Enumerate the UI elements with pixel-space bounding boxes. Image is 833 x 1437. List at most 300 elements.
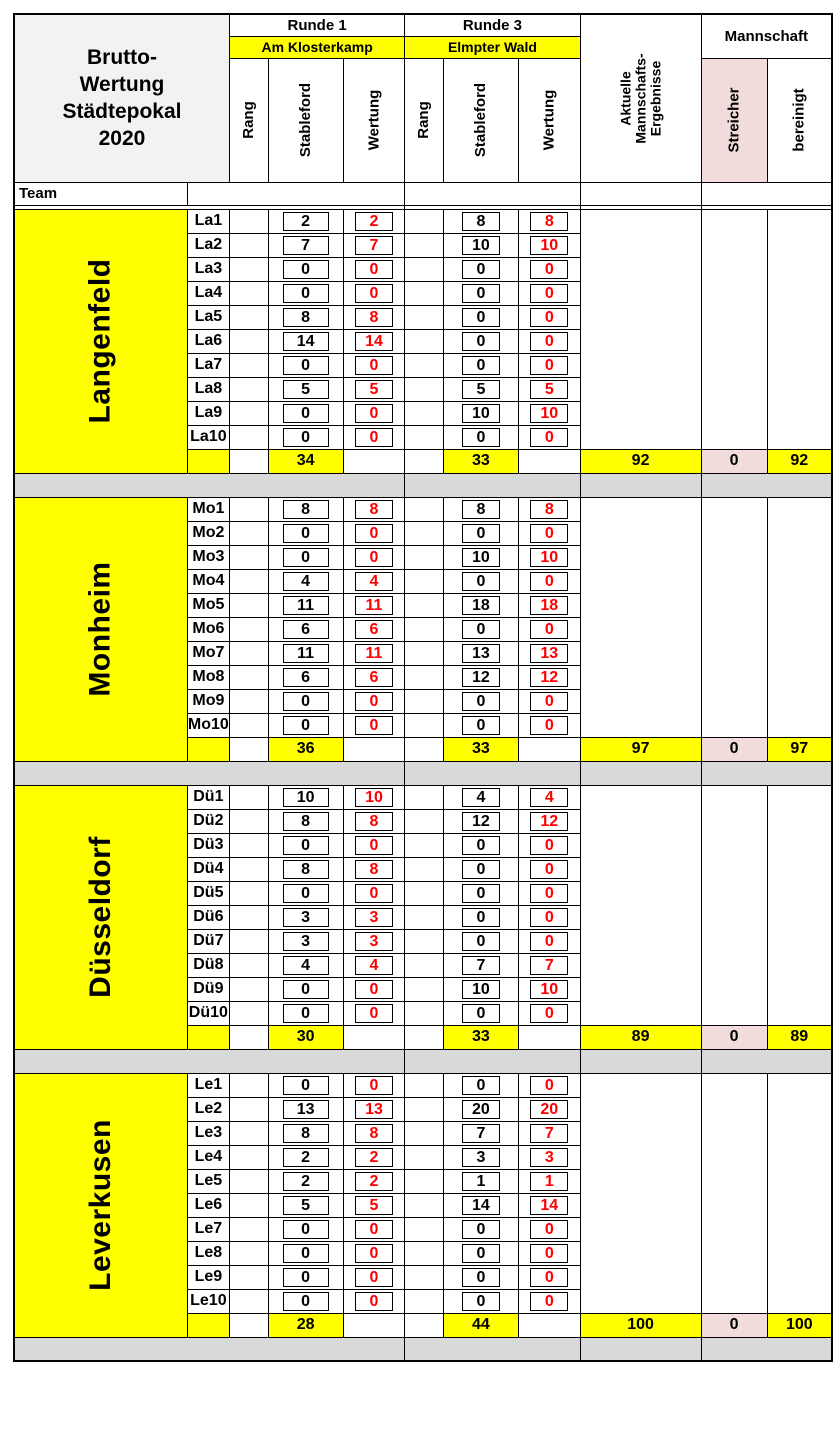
- round1-title: Runde 1: [229, 14, 404, 36]
- round3-wertung-sum: [519, 1025, 581, 1049]
- round1-stableford: [268, 1121, 343, 1145]
- round1-wertung: [343, 833, 405, 857]
- round1-rang: [229, 1169, 268, 1193]
- round3-stableford: [443, 977, 518, 1001]
- round1-stableford-value: 0: [283, 1004, 329, 1023]
- round3-wertung: [519, 233, 581, 257]
- round1-rang: [229, 617, 268, 641]
- round1-stableford: [268, 257, 343, 281]
- bereinigt-header-text: bereinigt: [790, 88, 808, 152]
- round1-wertung-value: 0: [355, 980, 393, 999]
- round1-wertung: [343, 1289, 405, 1313]
- player-name: Mo2: [187, 521, 229, 545]
- round3-wertung: [519, 833, 581, 857]
- round3-wertung: [519, 1241, 581, 1265]
- player-name: Mo9: [187, 689, 229, 713]
- round3-stableford-value: 0: [462, 1004, 500, 1023]
- round3-wertung: [519, 1265, 581, 1289]
- round1-rang: [229, 425, 268, 449]
- streicher-blank: [701, 497, 767, 737]
- player-name: Le2: [187, 1097, 229, 1121]
- round3-stableford-value: 0: [462, 932, 500, 951]
- round3-stableford-value: 0: [462, 308, 500, 327]
- player-name: La4: [187, 281, 229, 305]
- round3-rang-sum: [405, 1313, 444, 1337]
- round1-course: Am Klosterkamp: [229, 36, 404, 58]
- round3-stableford: [443, 713, 518, 737]
- round1-stableford: [268, 1001, 343, 1025]
- round1-wertung-value: 3: [355, 908, 393, 927]
- round3-wertung: [519, 881, 581, 905]
- round3-stableford: [443, 1001, 518, 1025]
- round1-rang: [229, 1097, 268, 1121]
- separator: [580, 1337, 701, 1361]
- round1-wertung-value: 0: [355, 428, 393, 447]
- round3-wertung-value: 10: [530, 236, 568, 255]
- round3-rang: [405, 233, 444, 257]
- round1-wertung-value: 0: [355, 1292, 393, 1311]
- round1-stableford-header: [268, 58, 343, 182]
- team-name-text: Düsseldorf: [83, 836, 117, 998]
- round3-wertung-value: 10: [530, 980, 568, 999]
- player-name: Mo10: [187, 713, 229, 737]
- round3-stableford: [443, 1241, 518, 1265]
- round1-rang: [229, 257, 268, 281]
- bereinigt-blank: [767, 1073, 832, 1313]
- round3-stableford-header-text: Stableford: [471, 82, 489, 158]
- results-header-line: Mannschafts-: [632, 53, 649, 144]
- round1-stableford: [268, 857, 343, 881]
- round1-stableford: [268, 401, 343, 425]
- player-name: Mo3: [187, 545, 229, 569]
- bereinigt-blank: [767, 497, 832, 737]
- round3-wertung: [519, 377, 581, 401]
- round1-rang-sum: [229, 449, 268, 473]
- round3-rang-header: [405, 58, 444, 182]
- round3-rang: [405, 329, 444, 353]
- round1-stableford-sum: 34: [268, 449, 343, 473]
- player-name: Mo5: [187, 593, 229, 617]
- round3-stableford: [443, 1145, 518, 1169]
- round1-wertung-value: 0: [355, 836, 393, 855]
- round3-rang: [405, 545, 444, 569]
- team-results-blank: [580, 1073, 701, 1313]
- separator: [405, 761, 580, 785]
- round1-stableford-value: 0: [283, 404, 329, 423]
- round1-stableford-value: 2: [283, 1172, 329, 1191]
- round3-wertung: [519, 665, 581, 689]
- round3-wertung: [519, 1145, 581, 1169]
- round1-stableford-value: 0: [283, 884, 329, 903]
- round1-wertung: [343, 233, 405, 257]
- round1-stableford: [268, 977, 343, 1001]
- round3-rang-sum: [405, 1025, 444, 1049]
- round3-stableford-value: 0: [462, 860, 500, 879]
- round1-wertung-sum: [343, 737, 405, 761]
- round1-wertung-value: 6: [355, 668, 393, 687]
- round1-rang: [229, 209, 268, 233]
- round1-stableford: [268, 809, 343, 833]
- round1-rang: [229, 1289, 268, 1313]
- round1-wertung: [343, 1193, 405, 1217]
- round1-stableford-value: 0: [283, 1076, 329, 1095]
- round3-wertung: [519, 929, 581, 953]
- round3-wertung-value: 0: [530, 1076, 568, 1095]
- round1-stableford-sum: 28: [268, 1313, 343, 1337]
- round3-wertung: [519, 977, 581, 1001]
- round3-stableford: [443, 425, 518, 449]
- round3-stableford-value: 0: [462, 356, 500, 375]
- round3-wertung: [519, 1193, 581, 1217]
- round3-wertung: [519, 617, 581, 641]
- round3-wertung: [519, 1169, 581, 1193]
- round3-stableford: [443, 665, 518, 689]
- round3-stableford: [443, 785, 518, 809]
- round3-stableford: [443, 305, 518, 329]
- round1-wertung: [343, 497, 405, 521]
- round1-rang: [229, 1121, 268, 1145]
- round1-wertung: [343, 953, 405, 977]
- round1-wertung-sum: [343, 449, 405, 473]
- round3-stableford: [443, 1217, 518, 1241]
- round1-wertung: [343, 1001, 405, 1025]
- round3-wertung: [519, 1121, 581, 1145]
- round1-rang-sum: [229, 737, 268, 761]
- round3-wertung-value: 0: [530, 1004, 568, 1023]
- round1-stableford-value: 0: [283, 356, 329, 375]
- round1-wertung-value: 0: [355, 1268, 393, 1287]
- round1-rang: [229, 569, 268, 593]
- round3-wertung-value: 0: [530, 620, 568, 639]
- round1-stableford-value: 11: [283, 644, 329, 663]
- round3-stableford-value: 10: [462, 404, 500, 423]
- round3-rang: [405, 425, 444, 449]
- round3-wertung-header-text: Wertung: [540, 89, 558, 151]
- round3-rang: [405, 1193, 444, 1217]
- separator: [701, 473, 832, 497]
- round1-wertung-value: 4: [355, 572, 393, 591]
- round3-stableford-value: 12: [462, 668, 500, 687]
- team-streicher: 0: [701, 1025, 767, 1049]
- round1-stableford-value: 0: [283, 1268, 329, 1287]
- round1-rang: [229, 329, 268, 353]
- round3-stableford: [443, 521, 518, 545]
- round1-wertung-value: 0: [355, 1076, 393, 1095]
- round3-stableford: [443, 881, 518, 905]
- round1-wertung: [343, 209, 405, 233]
- round3-stableford-value: 5: [462, 380, 500, 399]
- team-column-label: Team: [14, 182, 187, 205]
- round3-wertung-value: 0: [530, 1220, 568, 1239]
- team-name: [14, 785, 187, 1049]
- round1-stableford-value: 0: [283, 716, 329, 735]
- round1-wertung: [343, 401, 405, 425]
- round3-wertung-value: 0: [530, 908, 568, 927]
- round1-wertung-value: 8: [355, 860, 393, 879]
- round1-stableford-value: 0: [283, 284, 329, 303]
- mannschaft-header: Mannschaft: [701, 14, 832, 58]
- player-name: Le6: [187, 1193, 229, 1217]
- round1-rang: [229, 1241, 268, 1265]
- round3-stableford: [443, 329, 518, 353]
- round3-stableford-value: 0: [462, 884, 500, 903]
- round3-stableford-value: 10: [462, 980, 500, 999]
- player-name: La8: [187, 377, 229, 401]
- round1-stableford: [268, 953, 343, 977]
- team-results-blank: [580, 209, 701, 449]
- round1-stableford-value: 4: [283, 956, 329, 975]
- page-title-line: Brutto-: [86, 46, 157, 70]
- round1-rang-header-text: Rang: [239, 101, 257, 139]
- player-name: Dü5: [187, 881, 229, 905]
- round1-wertung: [343, 305, 405, 329]
- team-total: 100: [580, 1313, 701, 1337]
- round1-stableford-value: 3: [283, 908, 329, 927]
- round3-wertung-value: 0: [530, 836, 568, 855]
- round3-stableford-value: 0: [462, 1268, 500, 1287]
- round3-stableford-value: 7: [462, 956, 500, 975]
- round3-stableford-value: 0: [462, 716, 500, 735]
- round3-wertung-value: 10: [530, 404, 568, 423]
- round3-rang: [405, 377, 444, 401]
- round1-wertung: [343, 617, 405, 641]
- round1-stableford: [268, 305, 343, 329]
- round1-stableford: [268, 521, 343, 545]
- round3-stableford-value: 12: [462, 812, 500, 831]
- round3-wertung-value: 4: [530, 788, 568, 807]
- results-header-line: Ergebnisse: [647, 60, 664, 136]
- separator: [14, 473, 405, 497]
- round1-wertung: [343, 977, 405, 1001]
- separator: [405, 473, 580, 497]
- round3-stableford: [443, 833, 518, 857]
- round1-wertung: [343, 281, 405, 305]
- round3-stableford-value: 0: [462, 428, 500, 447]
- round3-wertung-value: 20: [530, 1100, 568, 1119]
- round1-wertung-value: 0: [355, 692, 393, 711]
- round1-rang-sum: [229, 1025, 268, 1049]
- player-name: La2: [187, 233, 229, 257]
- team-label-blank: [405, 182, 580, 205]
- round1-wertung: [343, 1097, 405, 1121]
- round3-stableford-value: 0: [462, 260, 500, 279]
- round3-wertung: [519, 329, 581, 353]
- round1-rang: [229, 401, 268, 425]
- player-name: Mo1: [187, 497, 229, 521]
- round1-wertung-value: 11: [355, 644, 393, 663]
- round3-stableford: [443, 809, 518, 833]
- round3-wertung: [519, 713, 581, 737]
- round1-stableford-header-text: Stableford: [296, 82, 314, 158]
- round3-stableford: [443, 257, 518, 281]
- round1-wertung: [343, 641, 405, 665]
- round1-rang: [229, 233, 268, 257]
- separator: [701, 1049, 832, 1073]
- round1-stableford-value: 0: [283, 980, 329, 999]
- player-name: Le3: [187, 1121, 229, 1145]
- team-bereinigt: 97: [767, 737, 832, 761]
- round3-stableford: [443, 233, 518, 257]
- round3-rang: [405, 1265, 444, 1289]
- round1-wertung-value: 8: [355, 308, 393, 327]
- round3-rang: [405, 305, 444, 329]
- team-sum-label: [187, 1313, 229, 1337]
- round1-wertung: [343, 425, 405, 449]
- round3-stableford-value: 4: [462, 788, 500, 807]
- round1-stableford-value: 4: [283, 572, 329, 591]
- round3-wertung-value: 0: [530, 932, 568, 951]
- round1-wertung: [343, 1241, 405, 1265]
- round3-stableford-value: 0: [462, 332, 500, 351]
- round1-stableford: [268, 1073, 343, 1097]
- round1-stableford-value: 11: [283, 596, 329, 615]
- round1-stableford-value: 6: [283, 620, 329, 639]
- round3-wertung: [519, 1289, 581, 1313]
- team-sum-label: [187, 449, 229, 473]
- round1-rang: [229, 785, 268, 809]
- round1-rang: [229, 545, 268, 569]
- round3-stableford-header: [443, 58, 518, 182]
- round1-rang: [229, 281, 268, 305]
- round3-stableford-sum: 33: [443, 449, 518, 473]
- player-name: Dü8: [187, 953, 229, 977]
- round3-wertung-value: 13: [530, 644, 568, 663]
- round1-stableford-value: 0: [283, 548, 329, 567]
- round3-stableford-value: 0: [462, 692, 500, 711]
- round3-rang: [405, 1145, 444, 1169]
- round1-wertung-value: 6: [355, 620, 393, 639]
- round1-stableford: [268, 329, 343, 353]
- round1-stableford-value: 0: [283, 524, 329, 543]
- round3-stableford: [443, 929, 518, 953]
- round1-wertung-header-text: Wertung: [364, 89, 382, 151]
- round1-rang: [229, 377, 268, 401]
- player-name: Dü9: [187, 977, 229, 1001]
- round1-rang: [229, 977, 268, 1001]
- round3-rang: [405, 209, 444, 233]
- round1-wertung-sum: [343, 1025, 405, 1049]
- round1-wertung: [343, 809, 405, 833]
- round1-wertung-value: 7: [355, 236, 393, 255]
- round1-wertung-value: 3: [355, 932, 393, 951]
- round1-rang-sum: [229, 1313, 268, 1337]
- round1-wertung: [343, 857, 405, 881]
- separator: [580, 1049, 701, 1073]
- round3-rang: [405, 713, 444, 737]
- round3-wertung-value: 0: [530, 524, 568, 543]
- round3-wertung-value: 0: [530, 260, 568, 279]
- team-bereinigt: 100: [767, 1313, 832, 1337]
- round3-rang: [405, 1169, 444, 1193]
- round3-wertung-sum: [519, 1313, 581, 1337]
- round3-stableford: [443, 209, 518, 233]
- round1-rang: [229, 713, 268, 737]
- round3-stableford: [443, 617, 518, 641]
- round1-stableford-value: 14: [283, 332, 329, 351]
- team-total: 92: [580, 449, 701, 473]
- round3-stableford-value: 0: [462, 284, 500, 303]
- round3-wertung-value: 0: [530, 1268, 568, 1287]
- round1-stableford: [268, 569, 343, 593]
- round1-rang-header: [229, 58, 268, 182]
- round1-wertung-value: 2: [355, 1172, 393, 1191]
- round3-rang: [405, 257, 444, 281]
- round3-wertung-value: 8: [530, 500, 568, 519]
- round1-stableford: [268, 1265, 343, 1289]
- round3-stableford-value: 0: [462, 1220, 500, 1239]
- round1-stableford: [268, 929, 343, 953]
- round3-wertung-value: 0: [530, 284, 568, 303]
- round3-rang-sum: [405, 737, 444, 761]
- round1-wertung: [343, 545, 405, 569]
- round1-stableford: [268, 233, 343, 257]
- round1-rang: [229, 665, 268, 689]
- round3-wertung-value: 8: [530, 212, 568, 231]
- round1-wertung: [343, 1217, 405, 1241]
- team-sum-label: [187, 1025, 229, 1049]
- round3-wertung: [519, 257, 581, 281]
- round1-stableford: [268, 1097, 343, 1121]
- round3-course: Elmpter Wald: [405, 36, 580, 58]
- round3-rang: [405, 1217, 444, 1241]
- round1-stableford-value: 8: [283, 812, 329, 831]
- round3-stableford: [443, 689, 518, 713]
- round3-rang: [405, 569, 444, 593]
- round1-wertung-value: 11: [355, 596, 393, 615]
- separator: [405, 1337, 580, 1361]
- player-name: La10: [187, 425, 229, 449]
- round3-wertung: [519, 497, 581, 521]
- round3-stableford: [443, 545, 518, 569]
- round1-wertung: [343, 569, 405, 593]
- results-header: [580, 14, 701, 182]
- separator: [701, 1337, 832, 1361]
- team-name-text: Leverkusen: [83, 1119, 117, 1291]
- player-name: La1: [187, 209, 229, 233]
- round3-wertung-value: 7: [530, 956, 568, 975]
- round3-wertung: [519, 905, 581, 929]
- round1-wertung: [343, 905, 405, 929]
- round3-stableford: [443, 1289, 518, 1313]
- page-title-line: Wertung: [79, 73, 165, 97]
- round3-wertung: [519, 1097, 581, 1121]
- round1-stableford: [268, 353, 343, 377]
- round1-wertung-value: 0: [355, 716, 393, 735]
- round1-rang: [229, 1217, 268, 1241]
- team-sum-label: [187, 737, 229, 761]
- round1-stableford: [268, 1241, 343, 1265]
- round1-wertung-value: 8: [355, 500, 393, 519]
- round1-wertung-value: 0: [355, 284, 393, 303]
- round3-rang: [405, 977, 444, 1001]
- round1-rang: [229, 905, 268, 929]
- round3-rang: [405, 929, 444, 953]
- round1-stableford-value: 8: [283, 500, 329, 519]
- player-name: La7: [187, 353, 229, 377]
- round1-wertung: [343, 785, 405, 809]
- round3-stableford-value: 14: [462, 1196, 500, 1215]
- round1-stableford-value: 0: [283, 1220, 329, 1239]
- round1-stableford-value: 0: [283, 692, 329, 711]
- round3-stableford: [443, 377, 518, 401]
- round3-stableford: [443, 1193, 518, 1217]
- round3-wertung-value: 0: [530, 332, 568, 351]
- round1-rang: [229, 881, 268, 905]
- round3-wertung-value: 18: [530, 596, 568, 615]
- round3-rang: [405, 1001, 444, 1025]
- round1-stableford: [268, 689, 343, 713]
- round1-stableford-value: 0: [283, 428, 329, 447]
